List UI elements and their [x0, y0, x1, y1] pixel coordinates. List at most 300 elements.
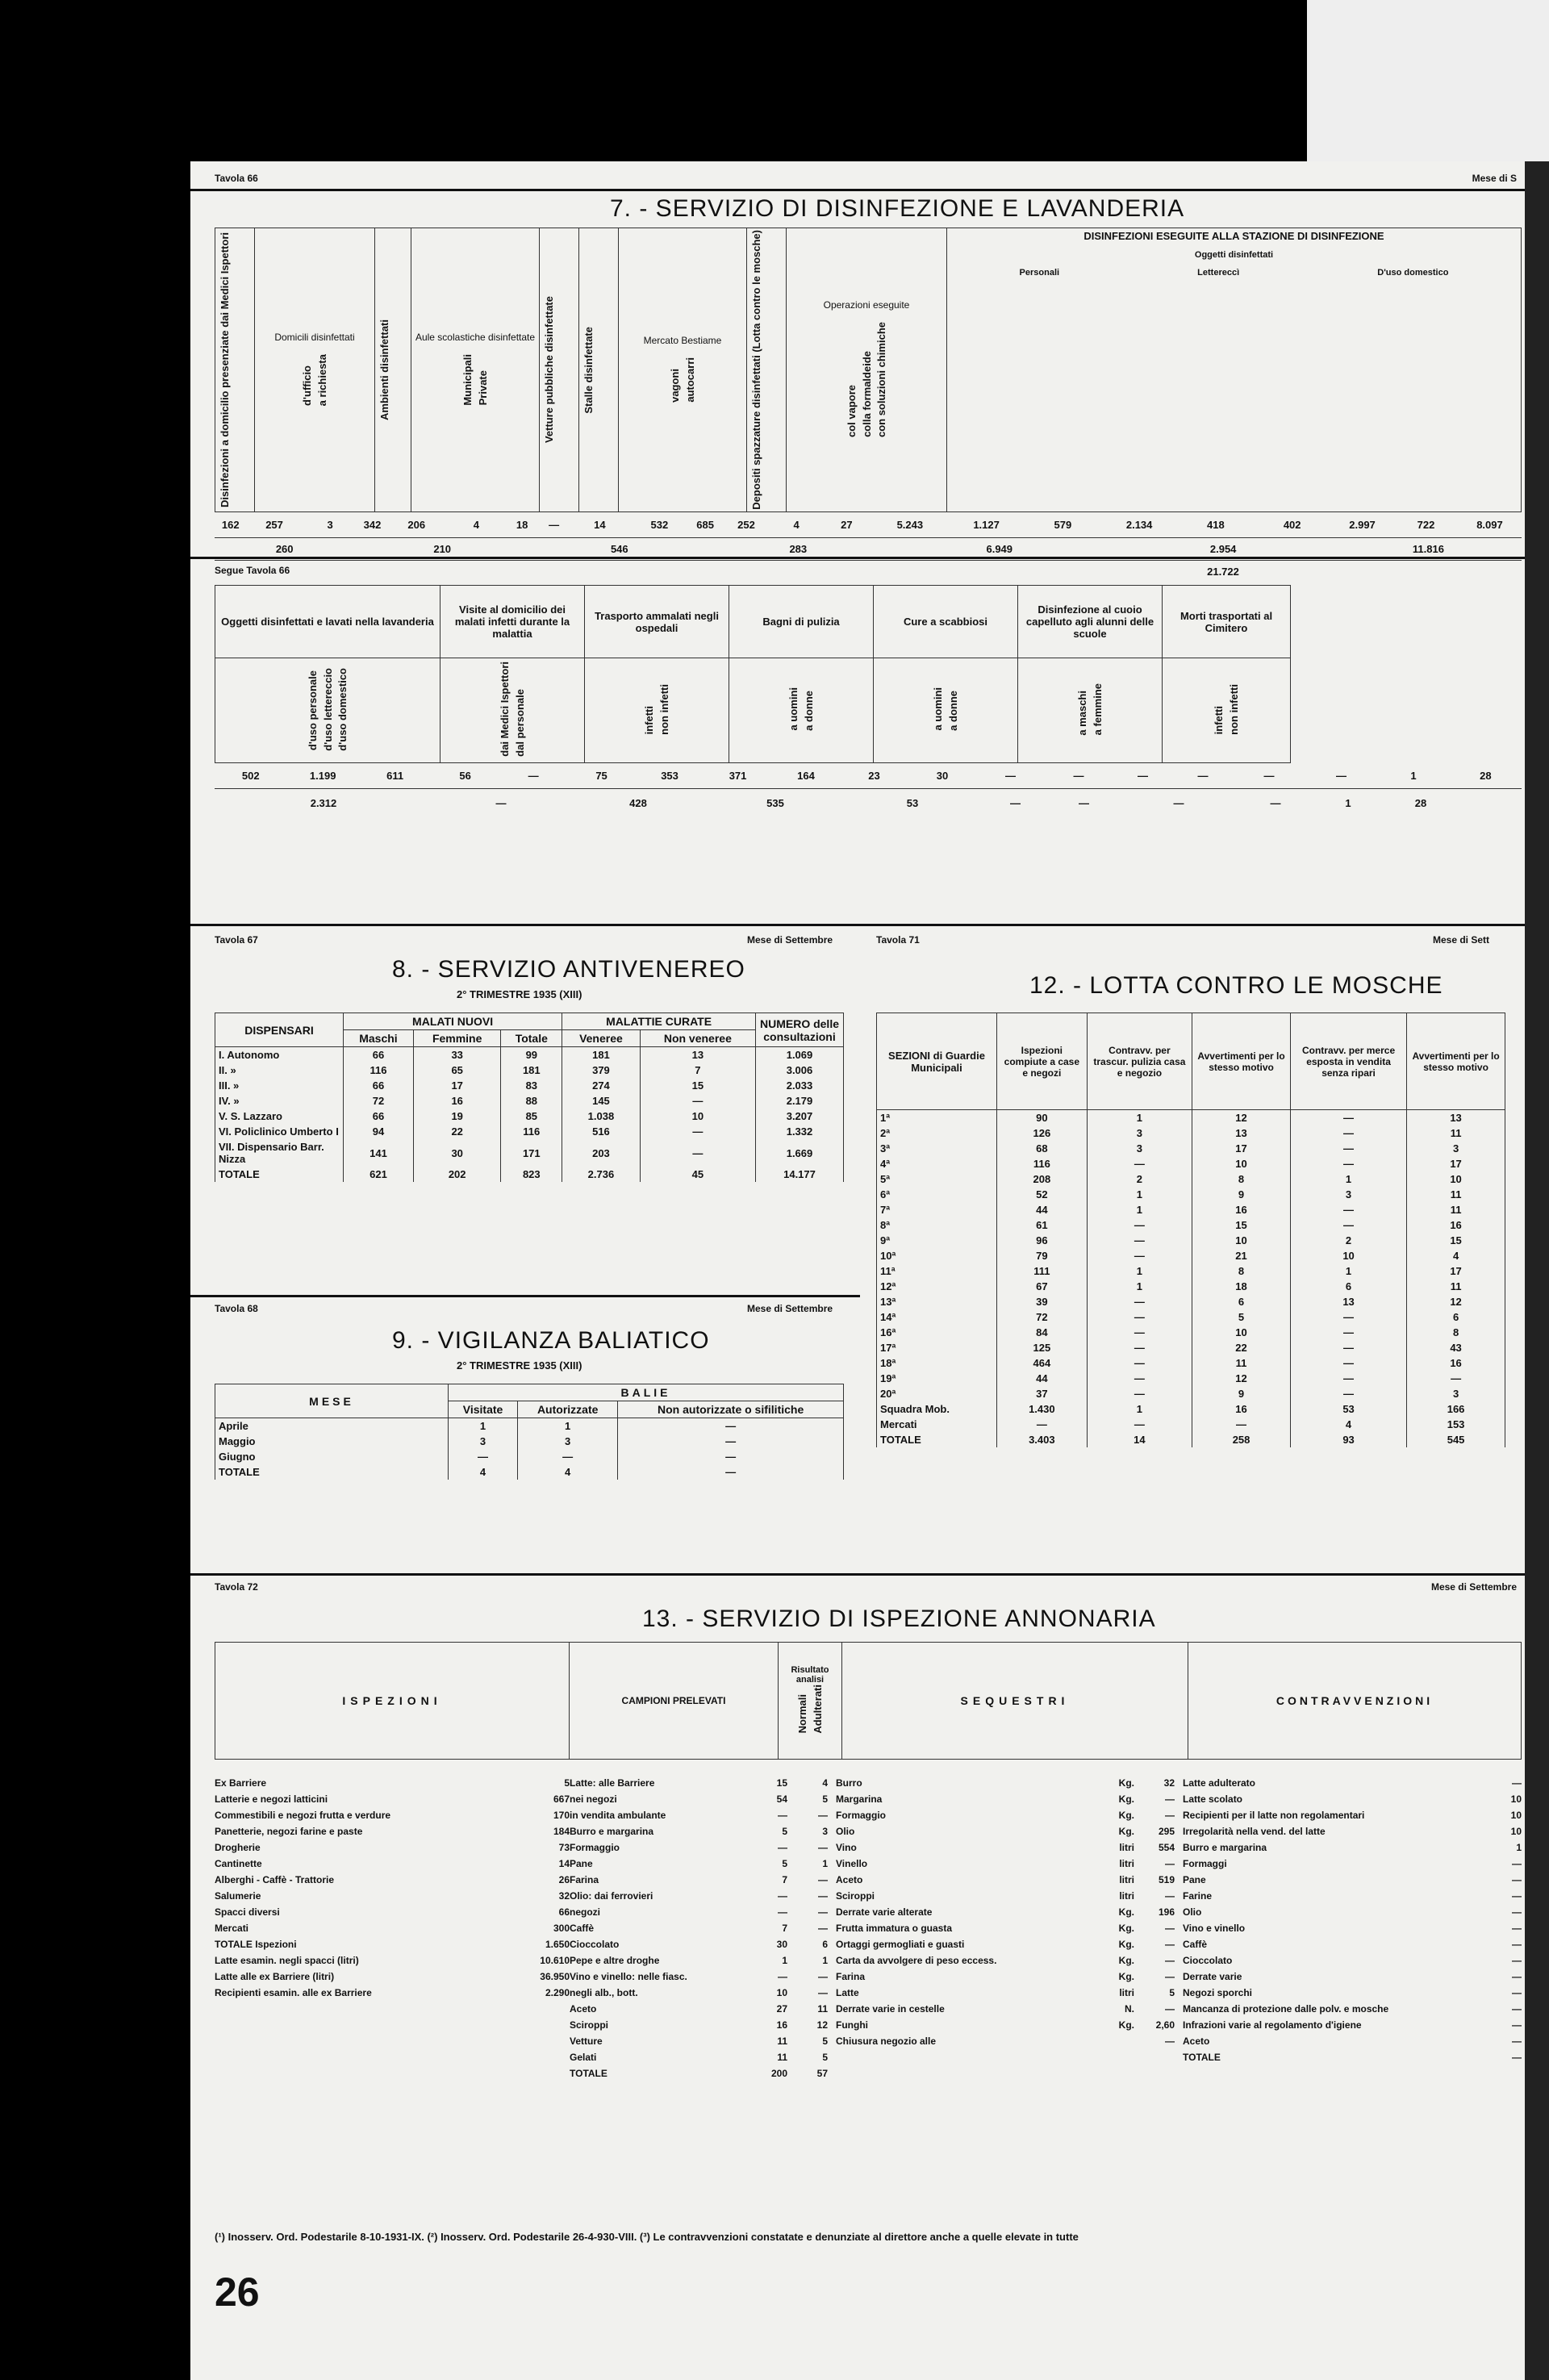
section7b-row1: 502 1.199 611 56 — 75 353 371 164 23 30 — — — — — — 1 28: [215, 763, 1522, 789]
table-row: [877, 1355, 1505, 1371]
item-value: —: [1512, 2003, 1522, 2015]
tavola67-month: Mese di Settembre: [747, 934, 833, 946]
s8-h5: MALATTIE CURATE: [562, 1013, 756, 1030]
table-cell: 11ª: [877, 1263, 997, 1279]
table-cell: 3: [1407, 1386, 1505, 1401]
table-cell: 6: [1290, 1279, 1406, 1294]
table-cell: 18: [1192, 1279, 1291, 1294]
item-value: N.: [1125, 2003, 1134, 2015]
s7-head-8: Vetture pubbliche disinfettate: [543, 296, 555, 444]
list-item: [1183, 1791, 1522, 1807]
s7-head-10: Mercato Bestiame vagoni autocarri: [619, 228, 747, 512]
list-item: [1183, 2001, 1522, 2017]
item-value: 27: [776, 2003, 787, 2015]
table-cell: 181: [562, 1047, 641, 1063]
table-cell: —: [997, 1417, 1088, 1432]
item-value: —: [1165, 2003, 1175, 2015]
table-cell: VI. Policlinico Umberto I: [215, 1124, 344, 1139]
item-value: 1: [782, 1955, 787, 1966]
item-label: Vinello: [836, 1858, 868, 1869]
table-cell: 181: [501, 1063, 562, 1078]
table-row: [215, 1047, 844, 1063]
item-value: —: [1165, 1923, 1175, 1934]
table-row: [215, 1167, 844, 1182]
table-cell: II. »: [215, 1063, 344, 1078]
table-cell: 8: [1407, 1325, 1505, 1340]
table-cell: 1: [1087, 1279, 1192, 1294]
list-item: [1183, 1872, 1522, 1888]
table-cell: —: [1087, 1156, 1192, 1171]
item-value: 1: [1516, 1842, 1522, 1853]
table-cell: —: [1290, 1217, 1406, 1233]
item-label: Infrazioni varie al regolamento d'igiene: [1183, 2019, 1362, 2031]
section7-row2: 260 210 546 283 6.949 2.954 11.816: [215, 538, 1522, 561]
table-cell: 516: [562, 1124, 641, 1139]
item-value: 10: [1510, 1810, 1522, 1821]
table-cell: TOTALE: [215, 1167, 344, 1182]
list-item: [215, 1775, 570, 1791]
item-label: Olio: dai ferrovieri: [570, 1890, 653, 1902]
item-label: TOTALE: [570, 2068, 607, 2079]
table-cell: 6ª: [877, 1187, 997, 1202]
item-value: —: [1512, 1939, 1522, 1950]
item-label: Latte esamin. negli spacci (litri): [215, 1955, 359, 1966]
section7-total: 21.722: [1207, 565, 1239, 578]
item-value: litri: [1119, 1874, 1134, 1885]
list-item: [1183, 1969, 1522, 1985]
table-cell: —: [1087, 1248, 1192, 1263]
table-cell: 11: [1407, 1187, 1505, 1202]
item-value: 2.290: [545, 1987, 570, 1998]
list-item: [570, 1856, 828, 1872]
list-item: [570, 1823, 828, 1839]
table-cell: 17: [1407, 1156, 1505, 1171]
table-row: [877, 1217, 1505, 1233]
table-cell: 15: [1407, 1233, 1505, 1248]
s12-h2: Contravv. per trascur. pulizia casa e negozio: [1087, 1013, 1192, 1110]
item-value: —: [1512, 1890, 1522, 1902]
s7-head-4: Ambienti disinfettati: [378, 319, 390, 420]
table-cell: 141: [344, 1139, 414, 1167]
table-cell: 3.403: [997, 1432, 1088, 1447]
table-cell: 16: [1407, 1217, 1505, 1233]
item-label: TOTALE Ispezioni: [215, 1939, 297, 1950]
item-value: —: [1165, 1810, 1175, 1821]
table-cell: 99: [501, 1047, 562, 1063]
list-item: [215, 1872, 570, 1888]
table-cell: —: [640, 1124, 755, 1139]
item-value: 11: [777, 2052, 787, 2063]
table-cell: —: [1087, 1386, 1192, 1401]
s8-h8: NUMERO delle consultazioni: [756, 1013, 844, 1047]
item-label: Derrate varie in cestelle: [836, 2003, 945, 2015]
table-cell: 30: [413, 1139, 500, 1167]
table-cell: 52: [997, 1187, 1088, 1202]
item-value: —: [778, 1971, 787, 1982]
table-cell: 116: [344, 1063, 414, 1078]
item-value: —: [818, 1874, 828, 1885]
table-cell: 3: [518, 1434, 618, 1449]
list-item: [1183, 1856, 1522, 1872]
table-cell: 2.033: [756, 1078, 844, 1093]
list-item: [570, 1936, 828, 1952]
section9-title: 9. - VIGILANZA BALIATICO: [392, 1327, 710, 1354]
table-cell: —: [1192, 1417, 1291, 1432]
item-label: Cantinette: [215, 1858, 262, 1869]
table-row: [877, 1325, 1505, 1340]
top-rule: [190, 189, 1549, 191]
list-item: [570, 1839, 828, 1856]
item-value: litri: [1119, 1890, 1134, 1902]
table-cell: 203: [562, 1139, 641, 1167]
item-value: Kg.: [1118, 2019, 1134, 2031]
table-cell: —: [1087, 1294, 1192, 1309]
item-value: 300: [553, 1923, 570, 1934]
item-label: Olio: [1183, 1906, 1202, 1918]
table-cell: 8: [1192, 1263, 1291, 1279]
item-value: —: [818, 1923, 828, 1934]
table-cell: 17ª: [877, 1340, 997, 1355]
item-value: 1: [822, 1858, 828, 1869]
s13-col-risultato: Risultato analisi Normali Adulterati: [779, 1643, 842, 1760]
item-value: 1.650: [545, 1939, 570, 1950]
table-cell: 2: [1087, 1171, 1192, 1187]
item-value: —: [1165, 2036, 1175, 2047]
table-cell: 1: [1087, 1110, 1192, 1126]
list-item: [570, 1920, 828, 1936]
table-cell: 1: [1087, 1187, 1192, 1202]
table-cell: 3.006: [756, 1063, 844, 1078]
item-value: —: [818, 1906, 828, 1918]
table-cell: 12: [1407, 1294, 1505, 1309]
table-cell: 85: [501, 1109, 562, 1124]
table-cell: 12: [1192, 1110, 1291, 1126]
table-row: [877, 1263, 1505, 1279]
list-item: [1183, 1920, 1522, 1936]
table-cell: —: [1290, 1309, 1406, 1325]
s9-h3: Autorizzate: [518, 1401, 618, 1418]
table-cell: 2.736: [562, 1167, 641, 1182]
item-label: Cioccolato: [570, 1939, 620, 1950]
list-item: [570, 2065, 828, 2081]
list-item: [570, 2001, 828, 2017]
table-cell: —: [1290, 1202, 1406, 1217]
item-value: —: [1512, 1777, 1522, 1789]
item-label: TOTALE: [1183, 2052, 1221, 2063]
table-cell: 111: [997, 1263, 1088, 1279]
item-value: 5: [822, 1793, 828, 1805]
s13-col-ispezioni: ISPEZIONI: [215, 1643, 570, 1760]
list-item: [215, 1856, 570, 1872]
item-value: —: [1512, 2019, 1522, 2031]
table-cell: 7ª: [877, 1202, 997, 1217]
s8-h3: Femmine: [413, 1030, 500, 1047]
s7b-head-2: Trasporto ammalati negli ospedali: [585, 586, 729, 658]
item-value: 11: [777, 2036, 787, 2047]
s9-h4: Non autorizzate o sifilitiche: [618, 1401, 844, 1418]
list-item: [836, 1791, 1175, 1807]
item-value: 32: [1163, 1777, 1175, 1789]
item-value: —: [778, 1842, 787, 1853]
list-item: [215, 1969, 570, 1985]
table-cell: 83: [501, 1078, 562, 1093]
table-cell: —: [618, 1449, 844, 1464]
table-cell: 2.179: [756, 1093, 844, 1109]
item-label: Formaggio: [570, 1842, 620, 1853]
s13-col-campioni: CAMPIONI PRELEVATI: [570, 1643, 779, 1760]
table-row: [877, 1401, 1505, 1417]
section8-rows: [215, 1047, 844, 1183]
scanner-white-corner: [1307, 0, 1549, 161]
item-label: Latterie e negozi latticini: [215, 1793, 328, 1805]
s7b-head-1: Visite al domicilio dei malati infetti durante la malattia: [440, 586, 585, 658]
list-item: [570, 1985, 828, 2001]
item-value: —: [1165, 1955, 1175, 1966]
item-value: Kg.: [1118, 1923, 1134, 1934]
s7b-head-3: Bagni di pulizia: [729, 586, 874, 658]
list-item: [570, 1904, 828, 1920]
table-cell: 10: [1407, 1171, 1505, 1187]
section8-table: [215, 1013, 844, 1182]
table-cell: 4: [518, 1464, 618, 1480]
table-cell: —: [1087, 1309, 1192, 1325]
table-cell: 44: [997, 1371, 1088, 1386]
item-value: —: [1165, 1793, 1175, 1805]
list-item: [836, 1888, 1175, 1904]
list-item: [570, 1791, 828, 1807]
table-cell: 65: [413, 1063, 500, 1078]
section8-title: 8. - SERVIZIO ANTIVENEREO: [392, 956, 745, 983]
s8-h2: Maschi: [344, 1030, 414, 1047]
item-label: negli alb., bott.: [570, 1987, 638, 1998]
s12-h5: Avvertimenti per lo stesso motivo: [1407, 1013, 1505, 1110]
tavola72-month: Mese di Settembre: [1430, 1581, 1517, 1593]
table-cell: 1: [1290, 1263, 1406, 1279]
s8-h4: Totale: [501, 1030, 562, 1047]
item-value: 32: [558, 1890, 570, 1902]
table-cell: 90: [997, 1110, 1088, 1126]
section12-table: [876, 1013, 1505, 1447]
table-row: [215, 1434, 844, 1449]
item-value: Kg.: [1118, 1793, 1134, 1805]
table-cell: 8: [1192, 1171, 1291, 1187]
list-item: [836, 1936, 1175, 1952]
table-cell: 68: [997, 1141, 1088, 1156]
table-row: [877, 1125, 1505, 1141]
item-value: —: [1165, 1890, 1175, 1902]
item-value: Kg.: [1118, 1810, 1134, 1821]
table-cell: 1: [1087, 1202, 1192, 1217]
table-row: [215, 1063, 844, 1078]
list-item: [1183, 2049, 1522, 2065]
section7b-row2: 2.312 — 428 535 53 — — — — 1 28: [310, 797, 1427, 809]
table-cell: 72: [344, 1093, 414, 1109]
s8-h1: MALATI NUOVI: [344, 1013, 562, 1030]
rule-13: [190, 1573, 1549, 1576]
list-item: [215, 1985, 570, 2001]
list-item: [1183, 1807, 1522, 1823]
tavola71-label: Tavola 71: [876, 934, 920, 946]
rule-7b: [190, 557, 1549, 559]
table-cell: 5: [1192, 1309, 1291, 1325]
item-value: 1: [822, 1955, 828, 1966]
item-value: —: [778, 1810, 787, 1821]
table-cell: 17: [413, 1078, 500, 1093]
table-row: [877, 1110, 1505, 1126]
group-lettereci: Lettereccì: [1197, 268, 1240, 278]
table-cell: 17: [1192, 1141, 1291, 1156]
item-label: Mercati: [215, 1923, 249, 1934]
list-item: [1183, 1904, 1522, 1920]
item-value: litri: [1119, 1858, 1134, 1869]
s7-big-head: DISINFEZIONI ESEGUITE ALLA STAZIONE DI DISINFEZIONE Oggetti disinfettati Personali Lettereccì D'uso domestico: [947, 228, 1522, 512]
list-item: [1183, 1952, 1522, 1969]
list-item: [215, 1823, 570, 1839]
table-cell: 16: [413, 1093, 500, 1109]
tavola71-month: Mese di Sett: [1433, 934, 1490, 946]
item-label: Salumerie: [215, 1890, 261, 1902]
table-cell: 45: [640, 1167, 755, 1182]
list-item: [570, 1888, 828, 1904]
table-cell: III. »: [215, 1078, 344, 1093]
s7b-sub-0: d'uso personale d'uso lettereccio d'uso domestico: [215, 658, 440, 763]
table-cell: Aprile: [215, 1418, 449, 1434]
table-cell: 464: [997, 1355, 1088, 1371]
item-label: Aceto: [836, 1874, 863, 1885]
table-cell: TOTALE: [877, 1432, 997, 1447]
s9-h1: BALIE: [449, 1384, 844, 1401]
item-value: 667: [553, 1793, 570, 1805]
table-cell: 66: [344, 1109, 414, 1124]
s13-contravvenzioni-list: [1183, 1775, 1522, 2065]
list-item: [570, 1969, 828, 1985]
table-row: [877, 1171, 1505, 1187]
item-label: Mancanza di protezione dalle polv. e mosche: [1183, 2003, 1389, 2015]
list-item: [215, 1807, 570, 1823]
list-item: [836, 1952, 1175, 1969]
table-cell: 88: [501, 1093, 562, 1109]
table-cell: 14.177: [756, 1167, 844, 1182]
table-cell: 3ª: [877, 1141, 997, 1156]
item-value: 5: [822, 2036, 828, 2047]
item-label: nei negozi: [570, 1793, 617, 1805]
item-label: Sciroppi: [836, 1890, 875, 1902]
item-label: Frutta immatura o guasta: [836, 1923, 953, 1934]
tavola72-label: Tavola 72: [215, 1581, 258, 1593]
item-value: 16: [776, 2019, 787, 2031]
list-item: [1183, 2017, 1522, 2033]
item-label: Panetterie, negozi farine e paste: [215, 1826, 363, 1837]
table-cell: 1.038: [562, 1109, 641, 1124]
table-row: [877, 1202, 1505, 1217]
s7b-head-4: Cure a scabbiosi: [874, 586, 1018, 658]
table-cell: —: [618, 1434, 844, 1449]
table-cell: 126: [997, 1125, 1088, 1141]
list-item: [836, 1775, 1175, 1791]
list-item: [836, 2017, 1175, 2033]
table-cell: —: [1087, 1325, 1192, 1340]
section7-row1: 162 257 3 342 206 4 18 — 14 532 685 252 4 27 5.243 1.127 579 2.134 418 402 2.997 722 8.097: [215, 512, 1522, 538]
item-label: Recipienti per il latte non regolamentari: [1183, 1810, 1365, 1821]
list-item: [836, 1872, 1175, 1888]
table-cell: 22: [413, 1124, 500, 1139]
group-personali: Personali: [1019, 268, 1060, 278]
table-cell: 67: [997, 1279, 1088, 1294]
table-cell: 17: [1407, 1263, 1505, 1279]
list-item: [215, 1888, 570, 1904]
table-cell: 14ª: [877, 1309, 997, 1325]
table-cell: 379: [562, 1063, 641, 1078]
item-value: 519: [1158, 1874, 1175, 1885]
table-cell: 14: [1087, 1432, 1192, 1447]
item-label: Formaggio: [836, 1810, 886, 1821]
s9-h0: MESE: [215, 1384, 449, 1418]
table-cell: —: [618, 1418, 844, 1434]
table-cell: 19ª: [877, 1371, 997, 1386]
list-item: [1183, 2033, 1522, 2049]
table-cell: 5ª: [877, 1171, 997, 1187]
table-cell: —: [1290, 1156, 1406, 1171]
item-label: Latte alle ex Barriere (litri): [215, 1971, 335, 1982]
table-cell: 15: [1192, 1217, 1291, 1233]
list-item: [570, 2033, 828, 2049]
table-cell: 116: [997, 1156, 1088, 1171]
table-cell: —: [618, 1464, 844, 1480]
item-value: litri: [1119, 1987, 1134, 1998]
list-item: [836, 1823, 1175, 1839]
table-cell: 3: [1087, 1125, 1192, 1141]
section9-subtitle: 2° TRIMESTRE 1935 (XIII): [457, 1359, 582, 1372]
list-item: [215, 1839, 570, 1856]
segue-label: Segue Tavola 66: [215, 565, 290, 576]
item-label: Caffè: [1183, 1939, 1208, 1950]
list-item: [570, 1775, 828, 1791]
table-cell: V. S. Lazzaro: [215, 1109, 344, 1124]
table-cell: —: [1290, 1141, 1406, 1156]
item-label: negozi: [570, 1906, 600, 1918]
s13-campioni-list: [570, 1775, 828, 2081]
table-cell: 6: [1407, 1309, 1505, 1325]
item-value: —: [778, 1890, 787, 1902]
table-cell: 10: [1192, 1156, 1291, 1171]
item-value: —: [818, 1890, 828, 1902]
table-cell: —: [1290, 1355, 1406, 1371]
item-value: 184: [553, 1826, 570, 1837]
item-value: 7: [782, 1923, 787, 1934]
table-cell: —: [518, 1449, 618, 1464]
item-value: —: [1512, 1874, 1522, 1885]
group-domestico: D'uso domestico: [1377, 268, 1449, 278]
table-cell: —: [1087, 1371, 1192, 1386]
table-cell: 21: [1192, 1248, 1291, 1263]
item-value: 2,60: [1155, 2019, 1175, 2031]
table-cell: 66: [344, 1078, 414, 1093]
item-value: 196: [1158, 1906, 1175, 1918]
page-number: 26: [215, 2269, 260, 2315]
item-value: 66: [558, 1906, 570, 1918]
list-item: [570, 2049, 828, 2065]
table-cell: TOTALE: [215, 1464, 449, 1480]
table-cell: 153: [1407, 1417, 1505, 1432]
item-value: 15: [776, 1777, 787, 1789]
table-cell: 1: [1087, 1401, 1192, 1417]
s13-col-sequestri: SEQUESTRI: [842, 1643, 1188, 1760]
table-cell: 3.207: [756, 1109, 844, 1124]
item-label: Pane: [1183, 1874, 1206, 1885]
item-value: 295: [1158, 1826, 1175, 1837]
list-item: [1183, 1775, 1522, 1791]
table-cell: 1: [518, 1418, 618, 1434]
